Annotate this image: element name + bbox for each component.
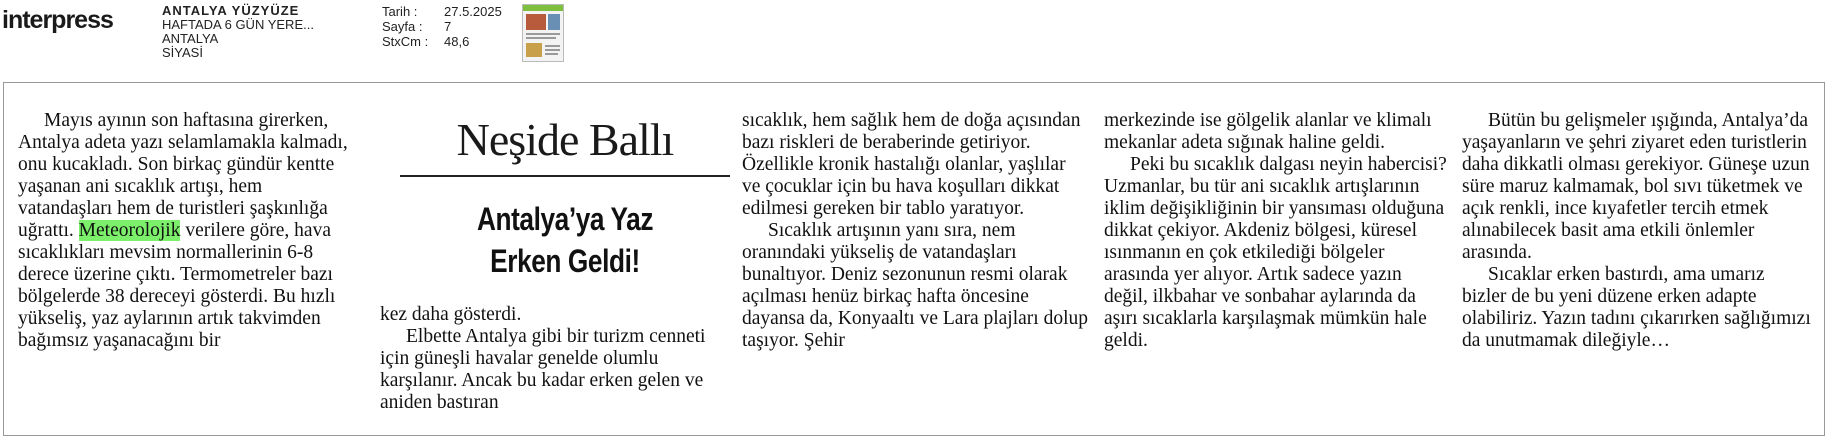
publication-city: ANTALYA <box>162 31 219 46</box>
paragraph: Sıcaklar erken bastırdı, ama umarız bizler de bu yeni düzene erken adapte olabiliriz. Yazın tadını çıkarırken sağlığımızı da unutmamak dileğiyle… <box>1462 264 1811 351</box>
article-column-1 <box>18 110 358 352</box>
article-column-3 <box>742 110 1088 352</box>
paragraph: Elbette Antalya gibi bir turizm cenneti için güneşli havalar genelde olumlu karşılanır. Ancak bu kadar erken gelen ve aniden bastıran <box>380 326 706 413</box>
interpress-logo: interpress <box>2 6 113 34</box>
publication-info <box>162 4 314 60</box>
paragraph: Sıcaklık artışının yanı sıra, nem oranındaki yükseliş de vatandaşları bunaltıyor. Deniz sezonunun resmi olarak açılması henüz birkaç hafta öncesine dayansa da, Konyaaltı ve Lara plajları dolup taşıyor. Şehir <box>742 220 1088 351</box>
field-page: Sayfa : 7 <box>382 19 452 34</box>
article-column-5 <box>1462 110 1812 352</box>
clipping-fields <box>382 4 502 49</box>
article-column-2 <box>380 304 730 414</box>
highlighted-keyword: Meteorolojik <box>78 220 181 241</box>
paragraph: Mayıs ayının son haftasına girerken, Antalya adeta yazı selamlamakla kalmadı, onu kucakladı. Son birkaç gündür kentte yaşanan ani sıcaklık artışı, hem vatandaşları hem de turistleri şaşkınlığa uğrattı. Meteorolojik verilere göre, hava sıcaklıkları mevsim normallerinin 6-8 derece üzerine çıktı. Termometreler bazı bölgelerde 38 dereceyi gösterdi. Bu hızlı yükseliş, yaz aylarının artık takvimden bağımsız yaşanacağını bir <box>18 110 348 351</box>
byline-divider <box>400 175 730 177</box>
publication-name: ANTALYA YÜZYÜZE <box>162 3 300 18</box>
field-date: Tarih : 27.5.2025 <box>382 4 502 19</box>
author-byline: Neşide Ballı <box>456 114 674 165</box>
paragraph: sıcaklık, hem sağlık hem de doğa açısından bazı riskleri de beraberinde getiriyor. Özellikle kronik hastalığı olanlar, yaşlılar ve çocuklar için bu hava koşulları dikkat edilmesi gereken bir tablo yaratıyor. <box>742 110 1081 219</box>
paragraph: merkezinde ise gölgelik alanlar ve klimalı mekanlar adeta sığınak haline geldi. <box>1104 110 1432 153</box>
publication-frequency: HAFTADA 6 GÜN YERE... <box>162 17 314 32</box>
paragraph: Peki bu sıcaklık dalgası neyin habercisi? Uzmanlar, bu tür ani sıcaklık artışlarının iklim değişikliğinin bir yansıması olduğuna dikkat çekiyor. Akdeniz bölgesi, küresel ısınmanın en çok etkilediği bölgeler arasında yer alıyor. Artık sadece yazın değil, ilkbahar ve sonbahar aylarında da aşırı sıcaklarla karşılaşmak mümkün hale geldi. <box>1104 154 1447 351</box>
article-headline: Antalya’ya Yaz Erken Geldi! <box>476 201 654 279</box>
page-thumbnail[interactable] <box>522 4 564 62</box>
article-column-4 <box>1104 110 1450 352</box>
publication-category: SİYASİ <box>162 45 203 60</box>
paragraph: kez daha gösterdi. <box>380 304 522 325</box>
field-stxcm: StxCm : 48,6 <box>382 34 470 49</box>
paragraph: Bütün bu gelişmeler ışığında, Antalya’da yaşayanların ve şehri ziyaret eden turistlerin daha dikkatli olması gerekiyor. Güneşe uzun süre maruz kalmamak, bol sıvı tüketmek ve açık renkli, ince kıyafetler tercih etmek alınabilecek basit ama etkili önlemler arasında. <box>1462 110 1810 263</box>
